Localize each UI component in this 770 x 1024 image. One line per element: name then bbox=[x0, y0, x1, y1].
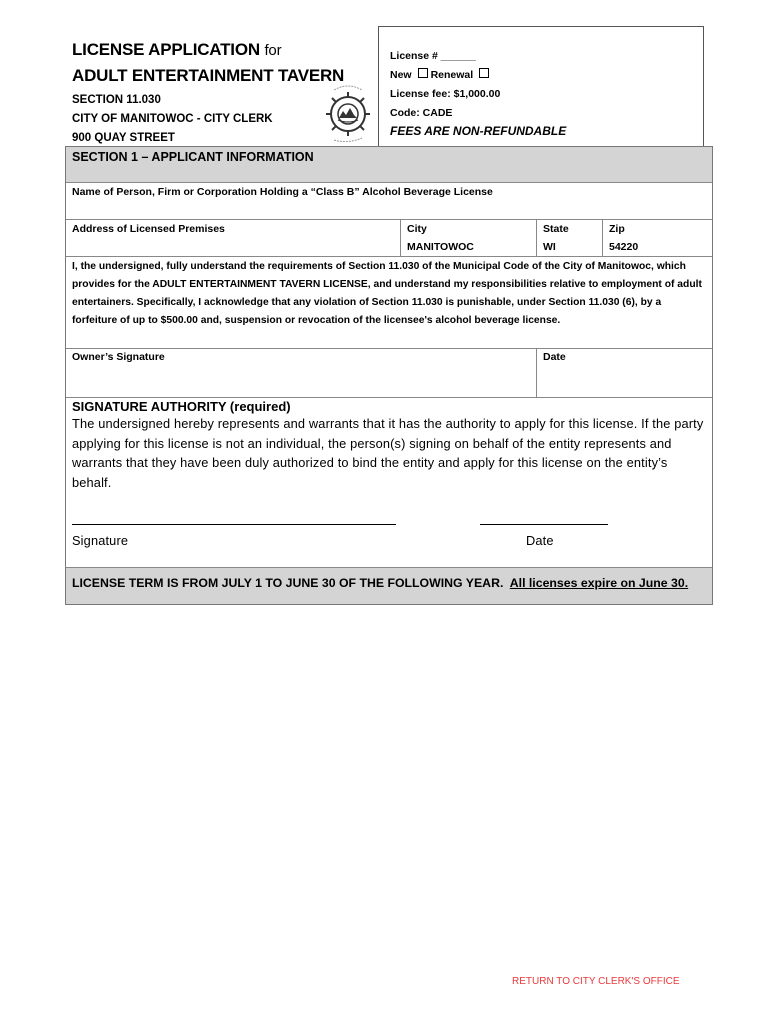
new-checkbox[interactable] bbox=[418, 68, 428, 78]
holder-row[interactable] bbox=[66, 183, 712, 220]
signature-authority-section bbox=[66, 398, 712, 568]
state-value: WI bbox=[543, 241, 556, 253]
license-expiry: All licenses expire on June 30. bbox=[509, 576, 689, 590]
city-value: MANITOWOC bbox=[407, 241, 474, 253]
license-type-row: New Renewal bbox=[390, 66, 703, 85]
address-label: Address of Licensed Premises bbox=[72, 223, 225, 235]
office-address: 900 QUAY STREET bbox=[72, 132, 175, 144]
address-field[interactable] bbox=[66, 220, 400, 256]
section1-heading: SECTION 1 – APPLICANT INFORMATION bbox=[72, 150, 314, 164]
form-title-line2: ADULT ENTERTAINMENT TAVERN bbox=[72, 66, 345, 85]
zip-field[interactable] bbox=[602, 220, 712, 256]
license-info-box bbox=[378, 26, 704, 146]
owner-signature-field[interactable] bbox=[66, 349, 536, 397]
date-label: Date bbox=[526, 533, 554, 548]
license-term-text: LICENSE TERM IS FROM JULY 1 TO JUNE 30 OF THE FOLLOWING YEAR. All licenses expire on June 30. bbox=[72, 576, 689, 590]
office-name: CITY OF MANITOWOC - CITY CLERK bbox=[72, 113, 273, 125]
owner-date-field[interactable] bbox=[536, 349, 712, 397]
section1-heading-row bbox=[66, 147, 712, 183]
renewal-checkbox[interactable] bbox=[479, 68, 489, 78]
application-form bbox=[65, 146, 713, 605]
return-note: RETURN TO CITY CLERK'S OFFICE bbox=[512, 976, 680, 987]
license-fee: License fee: $1,000.00 bbox=[390, 88, 501, 100]
state-label: State bbox=[543, 223, 569, 235]
signature-authority-title: SIGNATURE AUTHORITY (required) bbox=[72, 399, 291, 414]
section-reference: SECTION 11.030 bbox=[72, 94, 161, 106]
acknowledgement-text: I, the undersigned, fully understand the requirements of Section 11.030 of the Municipal Code of the City of Manitowoc, which provides for the ADULT ENTERTAINMENT TAVERN LICENSE, and understand my responsibilities relative to employment of adult entertainers. Specifically, I acknowledge that any violation of Section 11.030 is punishable, under Section 11.030 (6), by a forfeiture of up to $500.00 and, suspension or revocation of the licensee's alcohol beverage license. bbox=[72, 261, 702, 326]
acknowledgement-row bbox=[66, 257, 712, 348]
date-line[interactable] bbox=[480, 524, 608, 525]
signature-label: Signature bbox=[72, 533, 129, 548]
city-label: City bbox=[407, 223, 427, 235]
signature-line[interactable] bbox=[72, 524, 396, 525]
license-term-row bbox=[66, 568, 712, 604]
owner-date-label: Date bbox=[543, 351, 566, 363]
form-header bbox=[72, 40, 344, 148]
owner-signature-label: Owner’s Signature bbox=[72, 351, 165, 363]
form-title-line1: LICENSE APPLICATION for bbox=[72, 40, 282, 59]
city-seal-icon bbox=[322, 82, 374, 142]
city-field[interactable] bbox=[400, 220, 536, 256]
license-number: License # ______ bbox=[390, 50, 476, 62]
zip-value: 54220 bbox=[609, 241, 639, 253]
signature-authority-body: The undersigned hereby represents and warrants that it has the authority to apply for this license. If the party applying for this license is not an individual, the person(s) signing on behalf of the entity represents and warrants that they have been duly authorized to bind the entity and apply for this license on the entity’s behalf. bbox=[72, 416, 704, 490]
address-row bbox=[66, 220, 712, 257]
fees-note: FEES ARE NON-REFUNDABLE bbox=[390, 124, 567, 138]
license-code: Code: CADE bbox=[390, 107, 453, 119]
zip-label: Zip bbox=[609, 223, 625, 235]
owner-signature-row bbox=[66, 348, 712, 398]
holder-label: Name of Person, Firm or Corporation Holding a “Class B” Alcohol Beverage License bbox=[72, 186, 493, 198]
state-field[interactable] bbox=[536, 220, 602, 256]
